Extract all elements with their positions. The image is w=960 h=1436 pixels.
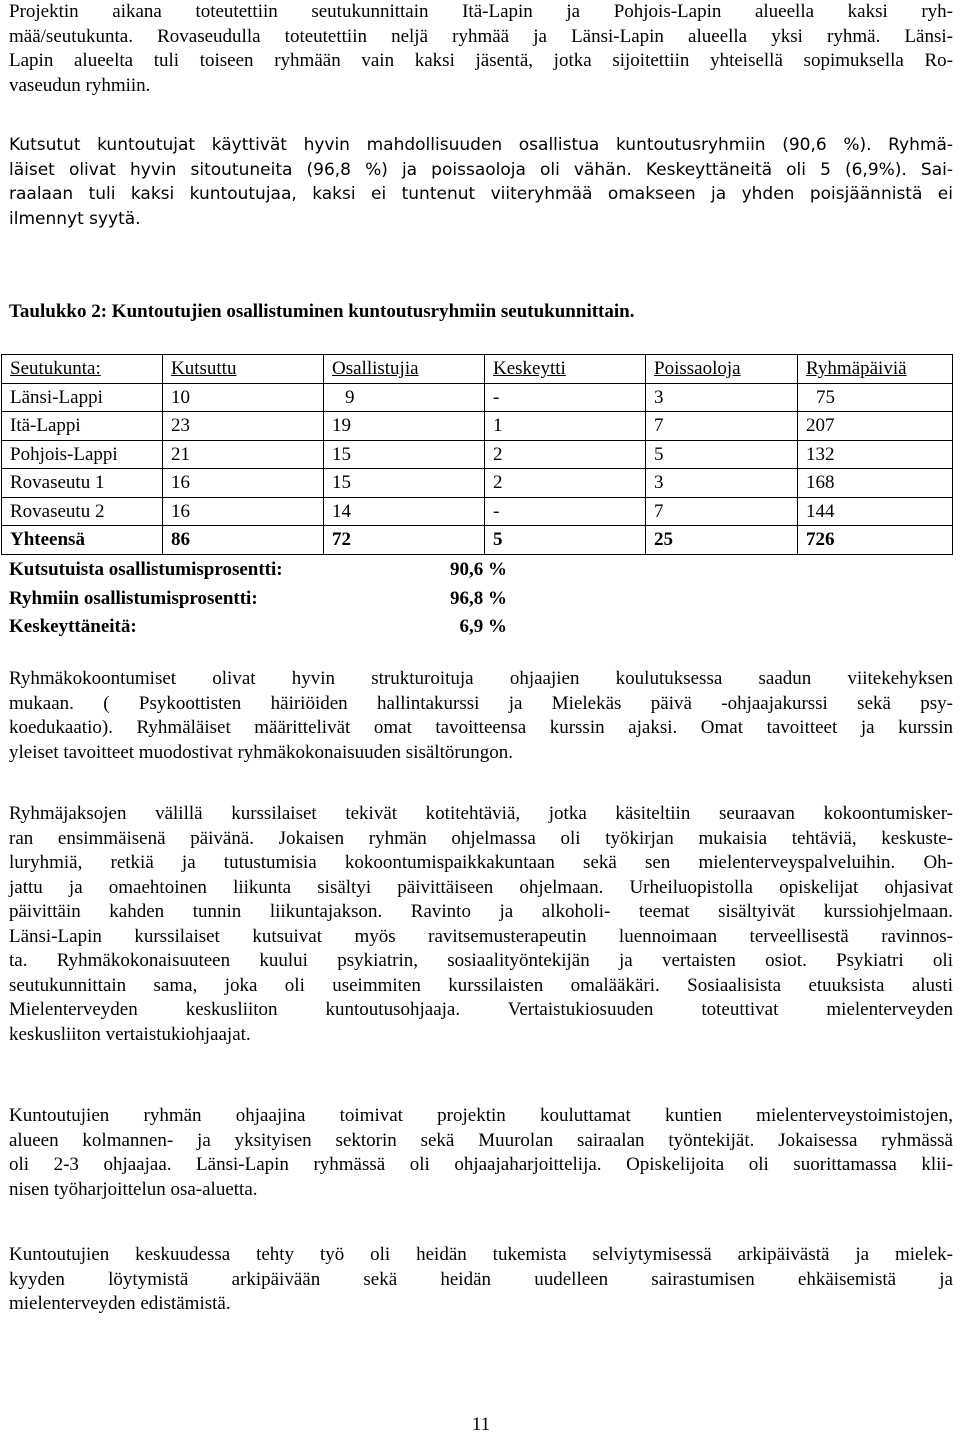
header-cell: Ryhmäpäiviä: [798, 355, 953, 384]
paragraph-2-region: [9, 133, 953, 231]
table-region: [9, 354, 953, 555]
table-cell: 7: [646, 497, 798, 526]
p4-line-1: Ryhmäjaksojen välillä kurssilaiset tekivät kotitehtäviä, jotka käsiteltiin seuraavan kokoontumisker-: [9, 803, 953, 824]
table-cell: 10: [163, 383, 324, 412]
p1-line-1: Projektin aikana toteutettiin seutukunnittain Itä-Lapin ja Pohjois-Lapin alueella kaksi ryh-: [9, 1, 953, 22]
table-cell: -: [485, 497, 646, 526]
table-caption-region: [9, 300, 953, 325]
p3-line-1: Ryhmäkokoontumiset olivat hyvin strukturoituja ohjaajien koulutuksessa saadun viitekehyksen: [9, 668, 953, 689]
table-cell: 16: [163, 469, 324, 498]
table-total-row: [2, 526, 953, 555]
summary-line: [9, 556, 953, 585]
p4-line-7: ta. Ryhmäkokonaisuuteen kuului psykiatrin, sosiaalityöntekijän ja vertaisten osiot. Psykiatri oli: [9, 950, 953, 971]
table-header-row: [2, 355, 953, 384]
table-cell: Itä-Lappi: [2, 412, 163, 441]
paragraph-2: [9, 133, 953, 231]
p1-line-2: mää/seutukunta. Rovaseudulla toteutettiin neljä ryhmää ja Länsi-Lapin alueella yksi ryhmä. Länsi-: [9, 25, 953, 47]
header-cell: Kutsuttu: [163, 355, 324, 384]
p6-line-2: kyyden löytymistä arkipäivään sekä heidän uudelleen sairastumisen ehkäisemistä ja: [9, 1268, 953, 1290]
paragraph-6-region: [9, 1243, 953, 1317]
table-cell: 168: [798, 469, 953, 498]
paragraph-5-region: [9, 1104, 953, 1202]
p4-line-2: ran ensimmäisenä päivänä. Jokaisen ryhmän ohjelmassa oli työkirjan mukaisia tehtäviä, keskuste-: [9, 827, 953, 849]
summary-label: Kutsutuista osallistumisprosentti:: [9, 559, 283, 580]
p6-line-1: Kuntoutujien keskuudessa tehty työ oli heidän tukemista selviytymisessä arkipäivästä ja mielek-: [9, 1244, 953, 1265]
summary-line: [9, 585, 953, 614]
p5-line-4: nisen työharjoittelun osa-aluetta.: [9, 1178, 258, 1200]
table-cell: 3: [646, 469, 798, 498]
table-cell: 144: [798, 497, 953, 526]
table-cell: 2: [485, 440, 646, 469]
total-cell: 726: [798, 526, 953, 555]
p5-line-2: alueen kolmannen- ja yksityisen sektorin sekä Muurolan sairaalan työntekijät. Jokaisessa ryhmässä: [9, 1129, 953, 1151]
table-cell: 21: [163, 440, 324, 469]
table-cell: 15: [324, 469, 485, 498]
p4-line-5: päivittäin kahden tunnin liikuntajakson. Ravinto ja alkoholi- teemat sisältyivät kurssiohjelmaan.: [9, 901, 953, 922]
p4-line-4: jattu ja omaehtoinen liikunta sisältyi päivittäiseen ohjelmaan. Urheiluopistolla opiskelijat ohjasivat: [9, 876, 953, 898]
participation-table: [1, 354, 953, 555]
summary-label: Ryhmiin osallistumisprosentti:: [9, 587, 258, 609]
paragraph-4-region: [9, 802, 953, 1047]
header-cell: Seutukunta:: [2, 355, 163, 384]
table-cell: 14: [324, 497, 485, 526]
table-cell: Länsi-Lappi: [2, 383, 163, 412]
table-cell: 207: [798, 412, 953, 441]
p4-line-3: luryhmiä, retkiä ja tutustumisia kokoontumispaikkakuntaan sekä sen mielenterveyspalveluihin. Oh-: [9, 852, 953, 873]
p3-line-3: koedukaatio). Ryhmäläiset määrittelivät omat tavoitteensa kurssin ajaksi. Omat tavoitteet ja kurssin: [9, 717, 953, 738]
p4-line-9: Mielenterveyden keskusliiton kuntoutusohjaaja. Vertaistukiosuuden toteuttivat mielenterveyden: [9, 999, 953, 1020]
p2-line-4: ilmennyt syytä.: [9, 208, 141, 229]
table-cell: 15: [324, 440, 485, 469]
p2-line-2: läiset olivat hyvin sitoutuneita (96,8 %) ja poissaoloja oli vähän. Keskeyttäneitä oli 5 (6,9%). Sai-: [9, 159, 953, 180]
total-cell: 5: [485, 526, 646, 555]
p4-line-6: Länsi-Lapin kurssilaiset kutsuivat myös ravitsemusterapeutin luennoimaan terveellisestä ravinnos-: [9, 925, 953, 947]
summary-region: [9, 556, 953, 642]
p1-line-3: Lapin alueelta tuli toiseen ryhmään vain kaksi jäsentä, jotka sijoitettiin yhteisellä sopimuksella Ro-: [9, 50, 953, 71]
p6-line-3: mielenterveyden edistämistä.: [9, 1293, 231, 1314]
paragraph-5: [9, 1104, 953, 1202]
table-cell: 132: [798, 440, 953, 469]
table-row: [2, 469, 953, 498]
table-cell: -: [485, 383, 646, 412]
table-cell: 75: [798, 383, 953, 412]
p5-line-3: oli 2-3 ohjaajaa. Länsi-Lapin ryhmässä oli ohjaajaharjoittelija. Opiskelijoita oli suorittamassa klii-: [9, 1154, 953, 1175]
summary-value: 6,9 %: [459, 616, 507, 637]
table-cell: Rovaseutu 2: [2, 497, 163, 526]
p2-line-3: raalaan tuli kaksi kuntoutujaa, kaksi ei tuntenut viiteryhmää omakseen ja yhden poisjäännistä ei: [9, 184, 953, 204]
p3-line-4: yleiset tavoitteet muodostivat ryhmäkokonaisuuden sisältörungon.: [9, 741, 513, 763]
table-cell: 1: [485, 412, 646, 441]
paragraph-3-region: [9, 667, 953, 765]
table-row: [2, 497, 953, 526]
table-cell: 2: [485, 469, 646, 498]
paragraph-6: [9, 1243, 953, 1317]
table-caption: Taulukko 2: Kuntoutujien osallistuminen kuntoutusryhmiin seutukunnittain.: [9, 301, 635, 322]
table-cell: 7: [646, 412, 798, 441]
paragraph-groups-region: [9, 0, 953, 98]
summary-value: 96,8 %: [450, 587, 507, 609]
p2-line-1: Kutsutut kuntoutujat käyttivät hyvin mahdollisuuden osallistua kuntoutusryhmiin (90,6 %). Ryhmä-: [9, 135, 953, 155]
p4-line-8: seutukunnittain sama, joka oli useimmiten kurssilaisten omalääkäri. Sosiaalisista etuuksista alusti: [9, 974, 953, 996]
table-row: [2, 383, 953, 412]
total-cell: 25: [646, 526, 798, 555]
p3-line-2: mukaan. ( Psykoottisten häiriöiden hallintakurssi ja Mielekäs päivä -ohjaajakurssi sekä psy-: [9, 692, 953, 714]
table-cell: Rovaseutu 1: [2, 469, 163, 498]
table-cell: Pohjois-Lappi: [2, 440, 163, 469]
paragraph-3: [9, 667, 953, 765]
header-cell: Poissaoloja: [646, 355, 798, 384]
table-cell: 5: [646, 440, 798, 469]
p5-line-1: Kuntoutujien ryhmän ohjaajina toimivat projektin kouluttamat kuntien mielenterveystoimistojen,: [9, 1105, 953, 1126]
table-row: [2, 440, 953, 469]
table-cell: 16: [163, 497, 324, 526]
total-cell: 72: [324, 526, 485, 555]
table-row: [2, 412, 953, 441]
page-number: 11: [471, 1414, 491, 1435]
total-cell: 86: [163, 526, 324, 555]
header-cell: Osallistujia: [324, 355, 485, 384]
table-cell: 19: [324, 412, 485, 441]
p1-line-4: vaseudun ryhmiin.: [9, 74, 151, 96]
total-cell: Yhteensä: [2, 526, 163, 555]
header-cell: Keskeytti: [485, 355, 646, 384]
summary-value: 90,6 %: [450, 559, 507, 580]
paragraph-1: [9, 0, 953, 98]
table-cell: 3: [646, 383, 798, 412]
paragraph-4: [9, 802, 953, 1047]
summary-label: Keskeyttäneitä:: [9, 616, 137, 637]
table-cell: 23: [163, 412, 324, 441]
p4-line-10: keskusliiton vertaistukiohjaajat.: [9, 1023, 251, 1045]
table-cell: 9: [324, 383, 485, 412]
summary-line: [9, 613, 953, 642]
